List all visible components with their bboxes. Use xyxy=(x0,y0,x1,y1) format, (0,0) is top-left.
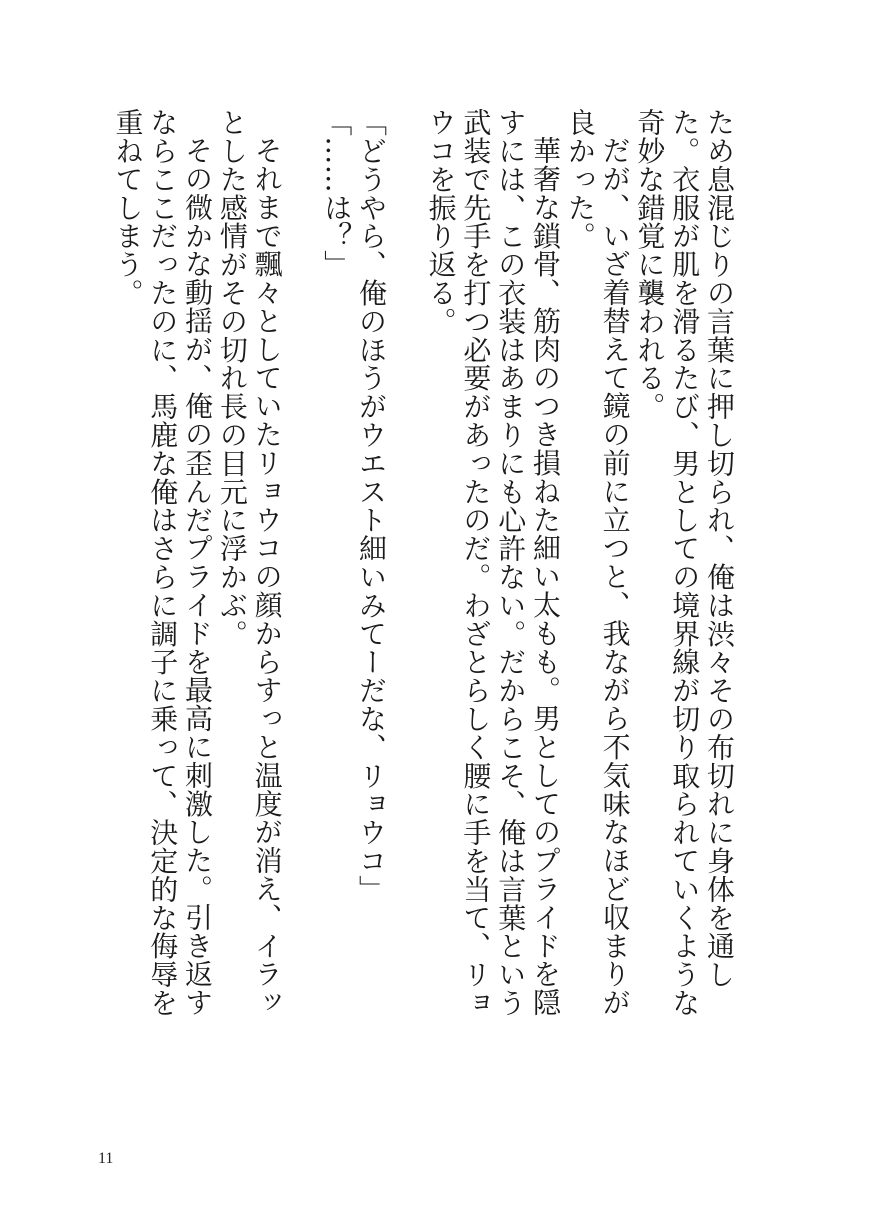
vertical-text-body xyxy=(110,108,736,1038)
blank-line xyxy=(284,108,319,1038)
dialogue-line-1: 「どうやら、俺のほうがウエスト細いみてーだな、リョウコ」 xyxy=(355,108,389,904)
paragraph-3: 華奢な鎖骨、筋肉のつき損ねた細い太もも。男としてのプライドを隠すには、この衣装はあまりにも心許ない。だからこそ、俺は言葉という武装で先手を打つ必要があったのだ。わざとらしく腰に手を当て、リョウコを振り返る。 xyxy=(424,108,563,1017)
dialogue-line-2: 「……は？」 xyxy=(320,108,354,279)
paragraph-1: ため息混じりの言葉に押し切られ、俺は渋々その布切れに身体を通した。衣服が肌を滑るたび、男としての境界線が切り取られていくような奇妙な錯覚に襲われる。 xyxy=(633,108,736,1017)
paragraph-5: その微かな動揺が、俺の歪んだプライドを最高に刺激した。引き返すならここだったのに、馬鹿な俺はさらに調子に乗って、決定的な侮辱を重ねてしまう。 xyxy=(111,108,215,1017)
blank-line xyxy=(388,108,423,1038)
paragraph-4: それまで飄々としていたリョウコの顔からすっと温度が消え、イラッとした感情がその切れ長の目元に浮かぶ。 xyxy=(215,108,284,1017)
paragraph-2: だが、いざ着替えて鏡の前に立つと、我ながら不気味なほど収まりが良かった。 xyxy=(563,108,632,1017)
page-number: 11 xyxy=(98,1150,114,1167)
